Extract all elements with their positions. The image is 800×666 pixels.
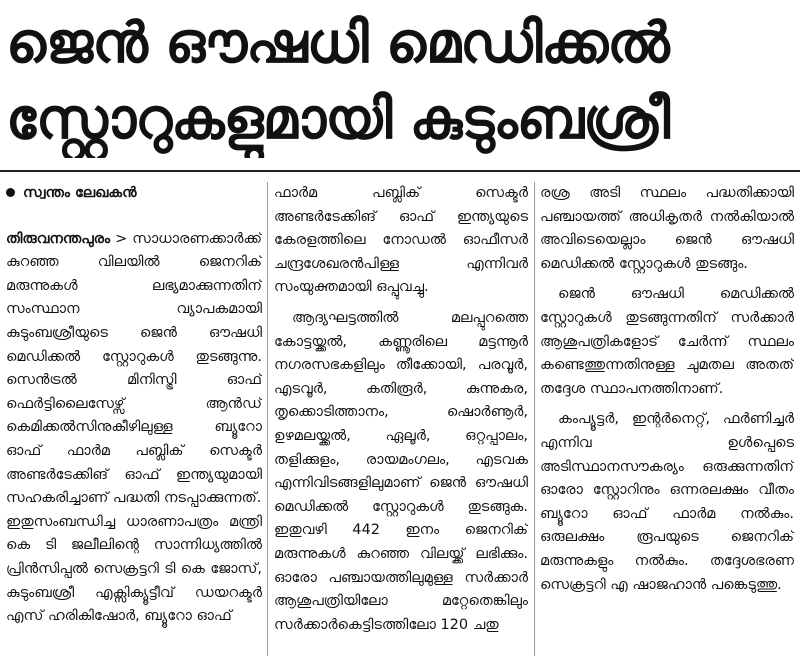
article-column-3 bbox=[540, 182, 794, 660]
paragraph-space-allocation: രശ്ര അടി സ്ഥലം പദ്ധതിക്കായി പഞ്ചായത്ത് അധികൃതർ നൽകിയാൽ അവിടെയെല്ലാം ജെൻ ഔഷധി മെഡിക്കൽ സ്റ്റോറുകൾ തുടങ്ങും. bbox=[540, 185, 794, 272]
dateline-separator: > bbox=[110, 230, 133, 247]
paragraph-locations: ആദ്യഘട്ടത്തിൽ മലപ്പുറത്തെ കോട്ടയ്ക്കൽ, കണ്ണൂരിലെ മട്ടന്നൂർ നഗരസഭകളിലും തീക്കോയി, പരവൂർ, എടവൂർ, കതിരൂർ, കുന്നുകര, തൃക്കൊടിത്താനം, ഷൊർണൂർ, ഉഴമലയ്ക്കൽ, ഏലൂർ, ഒറ്റപ്പാലം, തളിക്കുളം, രായമംഗലം, എടവക എന്നിവിടങ്ങളിലുമാണ് ജെൻ ഔഷധി മെഡിക്കൽ സ്റ്റോറുകൾ തുടങ്ങുക. ഇതുവഴി 442 ഇനം ജെനറിക് മരുന്നുകൾ കുറഞ്ഞ വിലയ്ക്ക് ലഭിക്കും. ഓരോ പഞ്ചായത്തിലുമുള്ള സർക്കാർ ആശുപത്രിയിലോ മറ്റേതെങ്കിലും സർക്കാർകെട്ടിടത്തിലോ 120 ചതു bbox=[274, 309, 528, 633]
lead-text: സാധാരണക്കാർക്ക് കുറഞ്ഞ വിലയിൽ ജെനറിക് മരുന്നുകൾ ലഭ്യമാക്കുന്നതിന് സംസ്ഥാന വ്യാപകമായി കുടുംബശ്രീയുടെ ജെൻ ഔഷധി മെഡിക്കൽ സ്റ്റോറുകൾ തുടങ്ങുന്നു. സെൻട്രൽ മിനിസ്ട്രി ഓഫ് ഫെർട്ടിലൈസേഴ്സ് ആൻഡ് കെമിക്കൽസിനുകീഴിലുള്ള ബ്യൂറോ ഓഫ് ഫാർമ പബ്ലിക് സെക്ടർ അണ്ടർടേക്കിങ് ഓഫ് ഇന്ത്യയുമായി സഹകരിച്ചാണ് പദ്ധതി നടപ്പാക്കുന്നത്. bbox=[6, 230, 262, 507]
bullet-icon bbox=[6, 188, 15, 197]
headline-line-2: സ്റ്റോറുകളുമായി കുടുംബശ്രീ bbox=[6, 87, 670, 152]
paragraph-responsibility: ജെൻ ഔഷധി മെഡിക്കൽ സ്റ്റോറുകൾ തുടങ്ങുന്നതിന് സർക്കാർ ആശുപത്രികളോട് ചേർന്ന് സ്ഥലം കണ്ടെത്തുന്നതിനുള്ള ചുമതല അതത് തദ്ദേശ സ്ഥാപനത്തിനാണ്. bbox=[540, 286, 794, 397]
article-column-1 bbox=[6, 182, 262, 660]
headline bbox=[6, 6, 794, 158]
column-divider-2 bbox=[534, 182, 535, 656]
paragraph-signing: ഇതുസംബന്ധിച്ച ധാരണാപത്രം മന്ത്രി കെ ടി ജലീലിന്റെ സാന്നിധ്യത്തിൽ പ്രിൻസിപ്പൽ സെക്രട്ടറി ടി കെ ജോസ്, കുടുംബശ്രീ എക്സിക്യൂട്ടീവ് ഡയറക്ടർ എസ് ഹരികിഷോർ, ബ്യൂറോ ഓഫ് bbox=[6, 513, 262, 625]
headline-line-1: ജെൻ ഔഷധി മെഡിക്കൽ bbox=[6, 11, 669, 76]
paragraph-signatories: ഫാർമ പബ്ലിക് സെക്ടർ അണ്ടർടേക്കിങ് ഓഫ് ഇന്ത്യയുടെ കേരളത്തിലെ നോഡൽ ഓഫീസർ ചന്ദ്രശേഖരൻപിള്ള എന്നിവർ സംയുക്തമായി ഒപ്പുവച്ചു. bbox=[274, 185, 528, 296]
dateline: തിരുവനന്തപുരം bbox=[6, 230, 111, 247]
byline-text: സ്വന്തം ലേഖകൻ bbox=[23, 185, 137, 201]
byline bbox=[6, 182, 262, 206]
column-divider-1 bbox=[267, 182, 268, 656]
lead-paragraph bbox=[6, 228, 262, 511]
article-column-2 bbox=[274, 182, 528, 660]
headline-divider bbox=[0, 170, 800, 172]
paragraph-funding: കംപ്യൂട്ടർ, ഇന്റർനെറ്റ്, ഫർണിച്ചർ എന്നിവ ഉൾപ്പെടെ അടിസ്ഥാനസൗകര്യം ഒരുക്കുന്നതിന് ഓരോ സ്റ്റോറിനും ഒന്നരലക്ഷം വീതം ബ്യൂറോ ഓഫ് ഫാർമ നൽകും. ഒരുലക്ഷം രൂപയുടെ ജെനറിക് മരുന്നുകളും നൽകും. തദ്ദേശഭരണ സെക്രട്ടറി എ ഷാജഹാൻ പങ്കെടുത്തു. bbox=[540, 411, 794, 593]
